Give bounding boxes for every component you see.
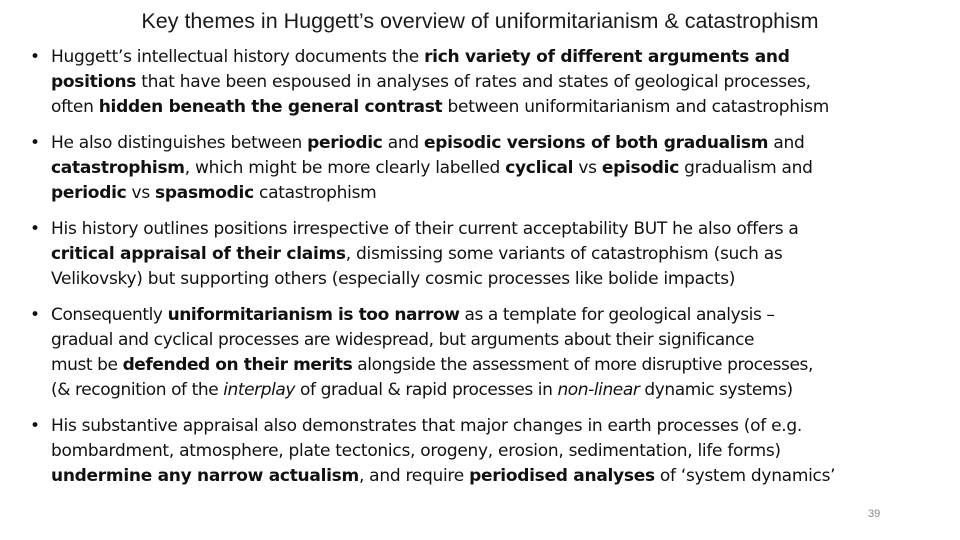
body-text: vs [573,158,602,178]
bullet-item [30,217,945,292]
bold-text: undermine any narrow actualism [51,466,359,486]
body-text: Huggett’s intellectual history documents the [51,47,425,67]
bold-text: spasmodic [155,183,254,203]
bold-text: periodised analyses [469,466,655,486]
page-number: 39 [868,508,881,520]
bullet-line [51,267,945,292]
bullet-list [30,45,945,500]
body-text: His substantive appraisal also demonstrates that major changes in earth processes (of e.g. [51,416,803,436]
body-text: of gradual & rapid processes in [295,380,558,400]
body-text: (& recognition of the [51,380,224,400]
bullet-marker: • [30,416,41,436]
bullet-line [51,95,945,120]
bullet-line [51,70,945,95]
body-text: , and require [358,466,470,486]
body-text: dynamic systems) [639,380,793,400]
bullet-item [30,45,945,120]
bullet-line [51,45,945,70]
bold-text: periodic [307,133,383,153]
body-text: , dismissing some variants of catastrophism (such as [345,244,783,264]
bold-text: catastrophism [51,158,185,178]
bold-text: hidden beneath the general contrast [98,97,443,117]
slide-title: Key themes in Huggett’s overview of uniformitarianism & catastrophism [141,9,819,33]
bold-text: cyclical [505,158,574,178]
bold-text: positions [51,72,137,92]
body-text: vs [126,183,156,203]
body-text: between uniformitarianism and catastrophism [442,97,830,117]
bullet-line [51,464,945,489]
bullet-marker: • [30,47,41,67]
bullet-line [51,303,945,328]
bullet-line [51,378,945,403]
bullet-line [51,439,945,464]
bullet-marker: • [30,305,41,325]
bold-text: rich variety of different arguments and [424,47,790,67]
bullet-line [51,353,945,378]
bullet-line [51,414,945,439]
italic-text: non-linear [557,380,640,400]
bold-text: episodic versions of both gradualism [423,133,769,153]
bullet-line [51,181,945,206]
body-text: and [382,133,424,153]
body-text: of ‘system dynamics’ [654,466,836,486]
bold-text: critical appraisal of their claims [51,244,346,264]
bullet-marker: • [30,219,41,239]
body-text: catastrophism [253,183,377,203]
body-text: as a template for geological analysis – [459,305,775,325]
bullet-item [30,131,945,206]
bullet-line [51,242,945,267]
body-text: , which might be more clearly labelled [184,158,506,178]
body-text: bombardment, atmosphere, plate tectonics, orogeny, erosion, sedimentation, life forms) [51,441,781,461]
body-text: must be [51,355,123,375]
body-text: that have been espoused in analyses of rates and states of geological processes, [136,72,811,92]
body-text: gradual and cyclical processes are widespread, but arguments about their significance [51,330,755,350]
body-text: Consequently [51,305,168,325]
body-text: and [768,133,805,153]
bullet-line [51,131,945,156]
body-text: alongside the assessment of more disruptive processes, [352,355,813,375]
bullet-marker: • [30,133,41,153]
italic-text: interplay [223,380,296,400]
body-text: His history outlines positions irrespective of their current acceptability BUT he also offers a [51,219,799,239]
bullet-item [30,414,945,489]
bold-text: uniformitarianism is too narrow [167,305,460,325]
bullet-line [51,217,945,242]
bold-text: episodic [601,158,680,178]
bold-text: defended on their merits [122,355,353,375]
bullet-line [51,156,945,181]
bullet-line [51,328,945,353]
bold-text: periodic [51,183,127,203]
body-text: Velikovsky) but supporting others (especially cosmic processes like bolide impacts) [51,269,736,289]
body-text: often [51,97,99,117]
body-text: gradualism and [679,158,813,178]
bullet-item [30,303,945,403]
body-text: He also distinguishes between [51,133,308,153]
